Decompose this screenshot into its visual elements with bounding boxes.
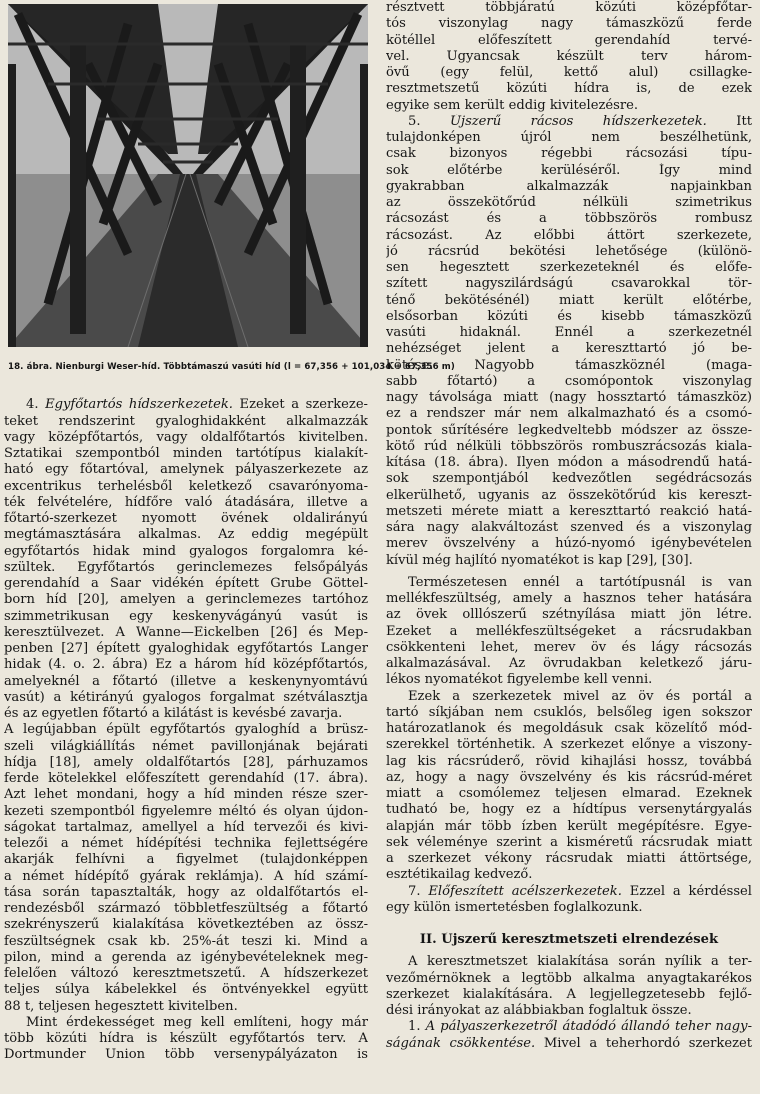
text-line: excentrikus terhelésből keletkező csavarónyoma- xyxy=(4,478,368,494)
text-line: vasút) a kétirányú gyalogos forgalmat szétválasztja xyxy=(4,689,368,705)
text-line: vel. Ugyancsak készült terv három- xyxy=(386,48,752,64)
text-line: nagy távolsága miatt (nagy hossztartó támaszköz) xyxy=(386,390,752,405)
text-line: Dortmunder Union több versenypályázaton is xyxy=(4,1047,368,1063)
text-line: szített nagyszilárdságú csavarokkal tör- xyxy=(386,276,752,292)
text-line: az összekötőrúd nélküli szimetrikus xyxy=(386,195,752,210)
text-line: övű (egy felül, kettő alul) csillagke- xyxy=(386,65,752,80)
text-line: dési irányokat az alábbiakban foglaltuk össze. xyxy=(386,1003,692,1018)
text-line: Mint érdekességet meg kell említeni, hogy már xyxy=(26,1014,368,1030)
text-line: akarják felhívni a figyelmet (tulajdonképpen xyxy=(4,852,368,868)
text-line: kezeti szempontból figyelemre méltó és olyan újdon- xyxy=(4,803,368,819)
text-line: több közúti hídra is készült egyfőtartós terv. A xyxy=(4,1031,368,1046)
figure-caption: 18. ábra. Nienburgi Weser-híd. Többtámaszú vasúti híd (l = 67,356 + 101,034 + 67,356 m) xyxy=(8,362,455,372)
text-line: gerendahíd a Saar vidékén épített Grube Göttel- xyxy=(4,576,368,591)
right-text-body xyxy=(386,0,752,1052)
text-line: ságának csökkentése. Mivel a teherhordó szerkezet xyxy=(386,1035,752,1051)
text-line: határozatlanok és megoldásuk csak közelítő mód- xyxy=(386,721,752,736)
text-line: kötéllel előfeszített gerendahíd tervé- xyxy=(386,32,752,48)
text-line: Természetesen ennél a tartótípusnál is van xyxy=(408,574,752,590)
text-line: kítása (18. ábra). Ilyen módon a másodrendű hatá- xyxy=(386,455,752,470)
text-line: kötése. Nagyobb támaszköznél (maga- xyxy=(386,357,752,373)
text-line: rendezésből származó többletfeszültség a főtartó xyxy=(4,901,368,916)
text-line: merev övszelvény a húzó-nyomó igénybevételen xyxy=(386,536,752,552)
text-line: szerekkel történhetik. A szerkezet előnye a viszony- xyxy=(386,737,752,753)
text-line: csökkenteni lehet, merev öv és lágy rácsozás xyxy=(386,639,752,655)
bridge-truss-image xyxy=(8,4,368,347)
text-line: egyike sem került eddig kivitelezésre. xyxy=(386,97,639,113)
text-line: 5. Újszerű rácsos hídszerkezetek. Itt xyxy=(408,113,752,129)
text-line: miatt a csomólemez teljesen elmarad. Ezeknek xyxy=(386,786,752,801)
left-text-body xyxy=(4,397,368,1063)
text-line: lag kis rácsrúderő, rövid kihajlási hossz, továbbá xyxy=(386,753,752,769)
text-line: tartó síkjában nem csuklós, belsőleg igen sokszor xyxy=(386,704,752,720)
text-line: Sztatikai szempontból minden tartótípus kialakít- xyxy=(4,446,368,461)
text-line: Ezek a szerkezetek mivel az öv és portál a xyxy=(408,688,752,704)
text-line: ságokat tartalmaz, amellyel a híd tervezői és kivi- xyxy=(4,819,368,835)
text-line: elkerülhető, ugyanis az összekötőrúd kis kereszt- xyxy=(386,487,752,503)
text-line: kötő rúd nélküli többszörös rombuszrácsozás kiala- xyxy=(386,438,752,454)
text-line: ez a rendszer már nem alkalmazható és a csomó- xyxy=(386,406,752,422)
text-line: keresztülvezet. A Wanne—Eickelben [26] és Mep- xyxy=(4,624,368,640)
text-line: sára nagy alakváltozást szenved és a viszonylag xyxy=(386,520,752,535)
text-line: tulajdonképen újról nem beszélhetünk, xyxy=(386,130,752,145)
text-line: vasúti hidaknál. Ennél a szerkezetnél xyxy=(386,325,752,340)
text-line: lékos nyomatékot figyelembe kell venni. xyxy=(386,672,653,688)
text-line: felelően változó keresztmetszetű. A hídszerkezet xyxy=(4,966,368,981)
text-line: 4. Egyfőtartós hídszerkezetek. Ezeket a szerkeze- xyxy=(26,397,368,413)
text-line: gyakrabban alkalmazzák napjainkban xyxy=(386,178,752,194)
text-line: Azt lehet mondani, hogy a híd minden része szer- xyxy=(4,787,368,803)
text-line: pilon, mind a gerenda az igénybevételeknek meg- xyxy=(4,949,368,965)
right-column xyxy=(386,0,752,1052)
text-line: rácsozást és a többszörös rombusz xyxy=(386,211,752,227)
text-line: feszültségnek csak kb. 25%-át teszi ki. Mind a xyxy=(4,933,368,949)
bridge-photo xyxy=(8,4,368,347)
text-line: A keresztmetszet kialakítása során nyílik a ter- xyxy=(408,954,752,970)
text-line: egy külön ismertetésben foglalkozunk. xyxy=(386,899,643,915)
text-line: tása során tapasztalták, hogy az oldalfőtartós el- xyxy=(4,884,368,900)
text-line: A legújabban épült egyfőtartós gyaloghíd a brüsz- xyxy=(4,722,368,738)
text-line: metszeti mérete miatt a kereszttartó reakció hatá- xyxy=(386,503,752,519)
text-line: rácsozást. Az előbbi áttört szerkezete, xyxy=(386,227,752,243)
text-line: csak bizonyos régebbi rácsozási típu- xyxy=(386,146,752,162)
text-line: résztvett többjáratú közúti középfőtar- xyxy=(386,0,752,15)
text-line: 88 t, teljesen hegesztett kivitelben. xyxy=(4,998,238,1014)
text-line: főtartó-szerkezet nyomott övének oldalirányú xyxy=(4,511,368,526)
text-line: egyfőtartós hidak mind gyalogos forgalomra ké- xyxy=(4,543,368,559)
text-line: vezőmérnöknek a legtöbb alkalma anyagtakarékos xyxy=(386,970,752,986)
text-line: teket rendszerint gyaloghidakként alkalmazzák xyxy=(4,413,368,429)
section-heading: II. Újszerű keresztmetszeti elrendezések xyxy=(419,932,719,947)
text-line: kívül még hajlító nyomatékot is kap [29], [30]. xyxy=(386,552,693,568)
text-line: szeli világkiállítás német pavillonjának bejárati xyxy=(4,738,368,754)
text-line: sabb főtartó) a csomópontok viszonylag xyxy=(386,373,752,389)
text-line: ható egy főtartóval, amelynek pályaszerkezete az xyxy=(4,462,368,478)
text-line: resztmetszetű közúti hídra is, de ezek xyxy=(386,81,752,97)
left-column xyxy=(4,0,455,1064)
text-line: born híd [20], amelyen a gerinclemezes tartóhoz xyxy=(4,592,368,608)
text-line: 1. A pályaszerkezetről átadódó állandó teher nagy- xyxy=(408,1019,752,1035)
text-line: teljes súlya kábelekkel és öntvényekkel együtt xyxy=(4,982,368,998)
text-line: szekrényszerű kialakítása következtében az össz- xyxy=(4,917,368,933)
text-line: szimmetrikusan egy keskenyvágányú vasút is xyxy=(4,608,368,624)
text-line: hídja [18], amely oldalfőtartós [28], párhuzamos xyxy=(4,754,368,770)
text-line: amelyeknél a főtartó (illetve a keskenynyomtávú xyxy=(4,673,368,689)
text-line: vagy középfőtartós, vagy oldalfőtartós kivitelben. xyxy=(4,429,368,445)
text-line: az övek olllószerű szétnyílása miatt jön létre. xyxy=(386,607,752,623)
text-line: megtámasztására alkalmas. Az eddig megépült xyxy=(4,527,368,543)
text-line: és az egyetlen főtartó a kilátást is kevésbé zavarja. xyxy=(4,706,343,721)
text-line: pontok sűrítésére legkedveltebb módszer az össze- xyxy=(386,422,752,438)
text-line: sok szempontjából kedvezőtlen segédrácsozás xyxy=(386,471,752,487)
text-line: ferde kötelekkel előfeszített gerendahíd (17. ábra). xyxy=(4,771,368,786)
text-line: penben [27] épített gyaloghidak egyfőtartós Langer xyxy=(4,641,368,656)
text-line: Ezeket a mellékfeszültségeket a rácsrudakban xyxy=(386,623,752,639)
text-line: tudható be, hogy ez a hídtípus versenytárgyalás xyxy=(386,802,752,818)
text-line: a szerkezet vékony rácsrudak miatti áttörtsége, xyxy=(386,851,752,866)
text-line: sen hegesztett szerkezeteknél és előfe- xyxy=(386,260,752,275)
text-line: telezői a német hídépítési technika fejlettségére xyxy=(4,836,368,851)
text-line: 7. Előfeszített acélszerkezetek. Ezzel a kérdéssel xyxy=(408,883,752,899)
text-line: alapján már több ízben került megépítésre. Egye- xyxy=(386,818,752,834)
text-line: alkalmazásával. Az övrudakban keletkező járu- xyxy=(386,656,752,671)
text-line: mellékfeszültség, amely a hasznos teher hatására xyxy=(386,591,752,606)
text-line: szültek. Egyfőtartós gerinclemezes felsőpályás xyxy=(4,559,368,575)
text-line: ténő bekötésénél) miatt került előtérbe, xyxy=(386,292,752,308)
text-line: jó rácsrúd bekötési lehetősége (különö- xyxy=(386,243,752,259)
text-line: esztétikailag kedvező. xyxy=(386,867,533,883)
text-line: ték felvételére, hídfőre való átadására, illetve a xyxy=(4,494,368,510)
text-line: a német hídépítő gyárak reklámja). A híd számí- xyxy=(4,868,368,884)
text-line: sek véleménye szerint a kisméretű rácsrudak miatt xyxy=(386,834,752,850)
text-line: sok előtérbe kerüléséről. Így mind xyxy=(386,162,752,178)
text-line: szerkezet kialakítására. A legjellegzetesebb fejlő- xyxy=(386,986,752,1002)
text-line: nehézséget jelent a kereszttartó jó be- xyxy=(386,341,752,357)
text-line: hidak (4. o. 2. ábra) Ez a három híd középfőtartós, xyxy=(4,657,368,673)
text-line: tós viszonylag nagy támaszközű ferde xyxy=(386,16,752,32)
text-line: az, hogy a nagy övszelvény és kis rácsrúd-méret xyxy=(386,769,752,785)
text-line: elsősorban közúti és kisebb támaszközű xyxy=(386,308,752,324)
